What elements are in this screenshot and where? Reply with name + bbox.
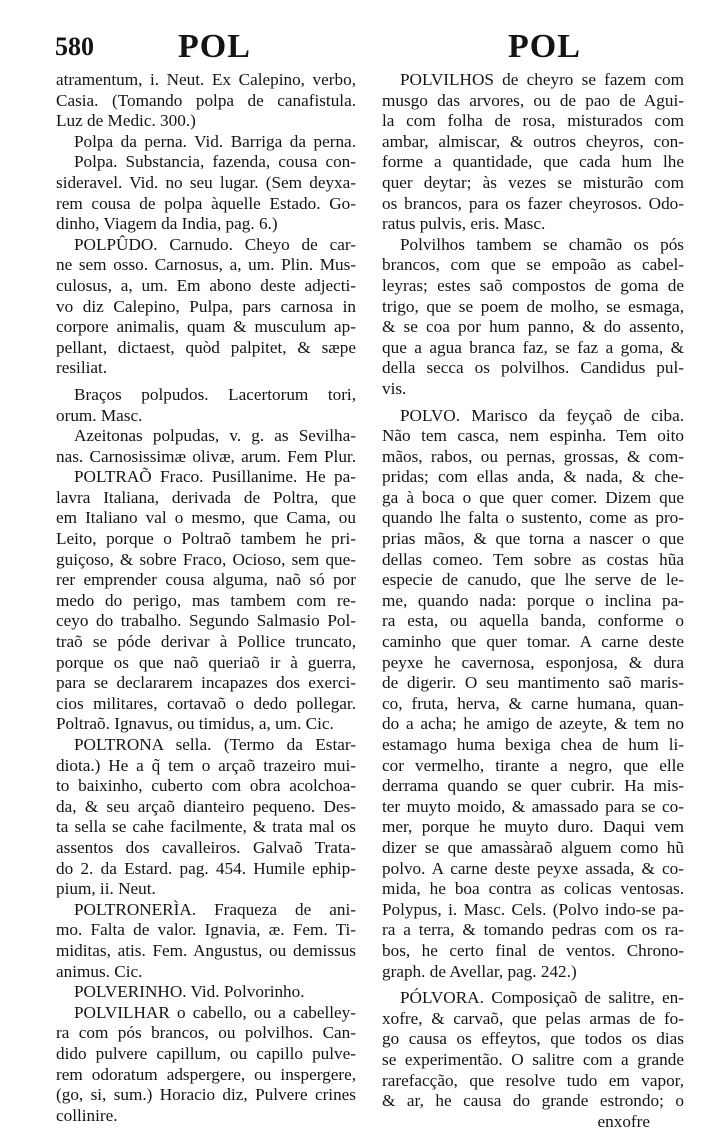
text-line: se experimentão. O salitre com a grande xyxy=(382,1049,684,1069)
text-line: Azeitonas polpudas, v. g. as Sevilha- xyxy=(74,426,356,446)
text-line: & se coa por hum panno, & do assento, xyxy=(382,317,684,337)
text-line: Polypus, i. Masc. Cels. (Polvo indo-se pa- xyxy=(382,899,684,919)
text-line: POLTRONA sella. (Termo da Estar- xyxy=(74,735,356,754)
text-line: da, & seu arçaõ dianteiro pequeno. Des- xyxy=(56,796,356,816)
text-line: mida, he boa contra as colicas ventosas. xyxy=(382,879,684,899)
text-line: que a agua branca faz, se faz a goma, & xyxy=(382,337,684,357)
text-line: dinho, Viagem da India, pag. 6.) xyxy=(56,214,278,234)
text-line: nas. Carnosissimæ olivæ, arum. Fem Plur. xyxy=(56,446,356,466)
text-line: dellas comeo. Tem sobre as costas hũa xyxy=(382,549,684,569)
right-column xyxy=(382,70,684,1132)
text-line: collinire. xyxy=(56,1105,118,1125)
text-line: Luz de Medic. 300.) xyxy=(56,111,196,131)
text-line: medo do perigo, mas tambem com re- xyxy=(56,590,356,610)
text-line: musgo das arvores, ou de pao de Agui- xyxy=(382,90,684,110)
text-line: prias mãos, & que torna a nascer o que xyxy=(382,529,684,549)
text-line: mo. Falta de valor. Ignavia, æ. Fem. Ti- xyxy=(56,920,356,940)
text-line: pridas; com ellas anda, & nada, & che- xyxy=(382,467,684,487)
text-line: dido pulvere capillum, ou capillo pulve- xyxy=(56,1043,356,1063)
text-line: cor vermelho, tirante a negro, que elle xyxy=(382,755,684,775)
text-line: guiçoso, & sobre Fraco, Ocioso, sem que- xyxy=(56,549,356,569)
text-line: pellant, dictaest, quòd palpitet, & sæpe xyxy=(56,337,356,357)
text-line: peyxe he cavernosa, esponjosa, & dura xyxy=(382,652,684,672)
text-line: sideravel. Vid. no seu lugar. (Sem deyxa- xyxy=(56,172,356,192)
text-line: quer deytar; às vezes se misturão com xyxy=(382,172,684,192)
text-line: culosus, a, um. Em abono deste adjecti- xyxy=(56,275,356,295)
text-line: pium, ii. Neut. xyxy=(56,879,156,899)
text-line: co, fruta, herva, & carne humana, quan- xyxy=(382,693,684,713)
text-line: dizer se que amassàraõ alguem como hũ xyxy=(382,837,684,857)
text-line: trigo, que se poem de molho, se esmaga, xyxy=(382,296,684,316)
text-line: animus. Cic. xyxy=(56,961,143,981)
text-line: vis. xyxy=(382,378,407,398)
text-line: POLVERINHO. Vid. Polvorinho. xyxy=(74,982,305,1002)
text-line: POLVILHOS de cheyro se fazem com xyxy=(400,70,684,89)
running-head-right: POL xyxy=(508,28,581,65)
text-line: Não tem casca, nem espinha. Tem oito xyxy=(382,426,684,446)
text-line: traõ se póde derivar à Pollice truncato, xyxy=(56,632,356,652)
text-line: corpore animalis, quam & musculum ap- xyxy=(56,317,356,337)
text-line: especie de canudo, que lhe serve de le- xyxy=(382,570,684,590)
text-line: to baixinho, cuberto com obra acolchoa- xyxy=(56,776,356,796)
text-line: Braços polpudos. Lacertorum tori, xyxy=(74,384,356,404)
text-line: lavra Italiana, derivada de Poltra, que xyxy=(56,487,356,507)
text-line: POLTRONERÌA. Fraqueza de ani- xyxy=(74,899,356,919)
catchword: enxofre xyxy=(597,1111,650,1131)
text-line: ceyo do trabalho. Segundo Salmasio Pol- xyxy=(56,611,356,631)
text-line: vo diz Calepino, Pulpa, pars carnosa in xyxy=(56,296,356,316)
text-line: xofre, & carvaõ, que pelas armas de fo- xyxy=(382,1008,684,1028)
text-line: rem cousa de polpa àquelle Estado. Go- xyxy=(56,193,356,213)
text-line: caminho que quer tomar. A carne deste xyxy=(382,632,684,652)
text-line: ter muyto moido, & amassado para se co- xyxy=(382,796,684,816)
text-line: POLVILHAR o cabello, ou a cabelley- xyxy=(74,1002,356,1022)
left-column xyxy=(56,70,356,1126)
text-line: mãos, rabos, ou pernas, grossas, & com- xyxy=(382,446,684,466)
text-line: quando lhe falta o sustento, come as pro- xyxy=(382,508,684,528)
text-line: derrama quando se quer cubrir. Ha mis- xyxy=(382,776,684,796)
text-line: & ar, he causa do grande estrondo; o xyxy=(382,1091,684,1111)
text-line: ra a terra, & tomando pedras com os ra- xyxy=(382,920,684,940)
text-line: ambar, almiscar, & outros cheyros, con- xyxy=(382,131,684,151)
text-line: assentos dos cavalleiros. Galvaõ Trata- xyxy=(56,837,356,857)
text-line: me, quando nada: porque o inclina pa- xyxy=(382,590,684,610)
text-line: ga à boca o que quer comer. Dizem que xyxy=(382,487,684,507)
text-line: POLVO. Marisco da feyçaõ de ciba. xyxy=(400,405,684,425)
text-line: os brancos, para os fazer cheyrosos. Odo- xyxy=(382,193,684,213)
text-line: estamago huma bexiga chea de hum li- xyxy=(382,735,684,754)
text-line: miditas, atis. Fem. Angustus, ou demissus xyxy=(56,940,356,960)
text-line: brancos, com que se empoão as cabel- xyxy=(382,255,684,275)
text-line: POLPÛDO. Carnudo. Cheyo de car- xyxy=(74,234,356,254)
text-line: para se declararem incapazes dos exerci- xyxy=(56,673,356,693)
text-line: em Italiano val o mesmo, que Cama, ou xyxy=(56,508,356,528)
text-line: resiliat. xyxy=(56,358,108,378)
page-number: 580 xyxy=(55,32,94,61)
text-line: rarefacção, que resolve tudo em vapor, xyxy=(382,1070,684,1090)
text-line: PÓLVORA. Composiçaõ de salitre, en- xyxy=(400,988,684,1008)
text-line: la com folha de rosa, misturados com xyxy=(382,111,684,131)
text-line: ratus pulvis, eris. Masc. xyxy=(382,214,546,234)
text-line: (go, si, sum.) Horacio diz, Pulvere crines xyxy=(56,1085,356,1105)
text-line: do 2. da Estard. pag. 454. Humile ephip- xyxy=(56,858,356,878)
text-line: graph. de Avellar, pag. 242.) xyxy=(382,961,577,981)
text-line: Polvilhos tambem se chamão os pós xyxy=(400,234,684,254)
text-line: de digerir. O seu mantimento saõ maris- xyxy=(382,673,684,693)
text-line: forme a quantidade, que cada hum lhe xyxy=(382,152,684,172)
text-line: Leito, porque o Poltraõ tambem he pri- xyxy=(56,529,356,549)
text-line: cios militares, cortavaõ o dedo pollegar. xyxy=(56,693,356,713)
text-line: Casia. (Tomando polpa de canafistula. xyxy=(56,90,356,110)
text-line: Poltraõ. Ignavus, ou timidus, a, um. Cic. xyxy=(56,714,334,734)
text-line: do a acha; he amigo de azeyte, & tem no xyxy=(382,714,684,734)
text-line: mer, porque he muyto duro. Daqui vem xyxy=(382,817,684,837)
text-line: POLTRAÕ Fraco. Pusillanime. He pa- xyxy=(74,467,356,487)
text-line: orum. Masc. xyxy=(56,405,143,425)
running-head-left: POL xyxy=(178,28,251,65)
text-line: Polpa da perna. Vid. Barriga da perna. xyxy=(74,131,356,151)
text-line: della secca os polvilhos. Candidus pul- xyxy=(382,358,684,378)
text-line: rer emprender cousa alguma, naõ só por xyxy=(56,570,356,590)
text-line: porque os que naõ queriaõ ir à guerra, xyxy=(56,652,356,672)
text-line: leyras; estes saõ compostos de goma de xyxy=(382,275,684,295)
text-line: bos, he certo final de ventos. Chrono- xyxy=(382,940,684,960)
text-line: ra esta, ou aquella banda, conforme o xyxy=(382,611,684,631)
text-line: polvo. A carne deste peyxe assada, & co- xyxy=(382,858,684,878)
text-line: ra com pós brancos, ou polvilhos. Can- xyxy=(56,1023,356,1043)
text-line: go causa os effeytos, que todos os dias xyxy=(382,1029,684,1049)
text-line: diota.) He a q̃ tem o arçaõ trazeiro mui- xyxy=(56,755,356,775)
text-line: Polpa. Substancia, fazenda, cousa con- xyxy=(74,152,356,172)
text-line: rem odoratum adspergere, ou inspergere, xyxy=(56,1064,356,1084)
text-line: atramentum, i. Neut. Ex Calepino, verbo, xyxy=(56,70,356,89)
text-line: ne sem osso. Carnosus, a, um. Plin. Mus- xyxy=(56,255,356,275)
text-line: ta sella se cahe facilmente, & trata mal os xyxy=(56,817,356,837)
